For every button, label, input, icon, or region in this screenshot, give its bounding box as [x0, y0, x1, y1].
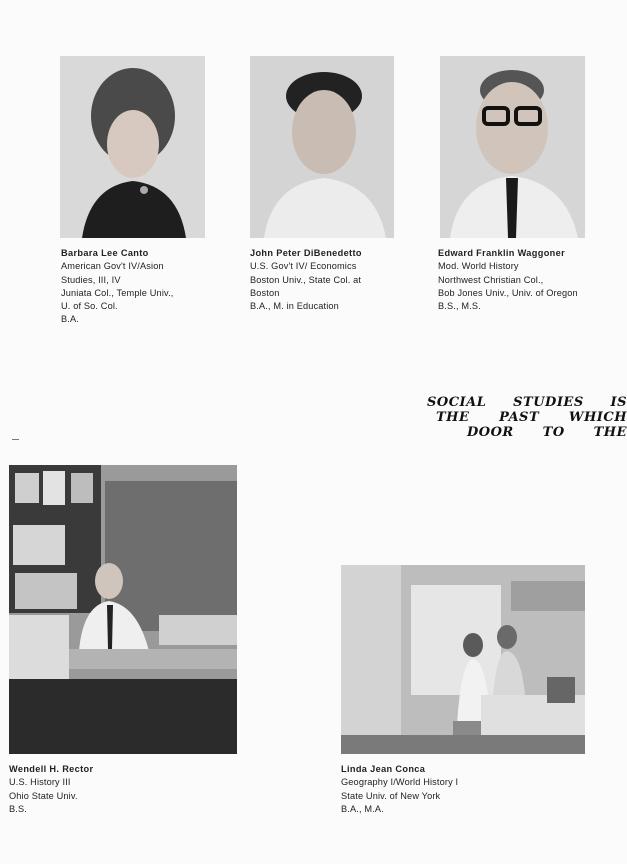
headline-word: THE [593, 425, 627, 440]
caption-linda-conca [341, 763, 458, 816]
portrait-john-dibenedetto [250, 56, 394, 238]
page-mark [12, 439, 19, 440]
faculty-detail: Studies, III, IV [61, 274, 121, 285]
faculty-detail: Northwest Christian Col., [438, 274, 544, 285]
headline-word: SOCIAL [427, 395, 487, 410]
faculty-detail: American Gov't IV/Asion [61, 261, 164, 272]
photo-wendell-rector [9, 465, 237, 754]
faculty-detail: Juniata Col., Temple Univ., [61, 287, 174, 298]
portrait-edward-waggoner [440, 56, 585, 238]
faculty-detail: B.S. [9, 803, 27, 814]
faculty-detail: Boston Univ., State Col. at [250, 274, 362, 285]
faculty-detail: Ohio State Univ. [9, 790, 78, 801]
caption-barbara-canto [61, 247, 173, 327]
faculty-name: Linda Jean Conca [341, 764, 426, 774]
caption-edward-waggoner [438, 247, 578, 313]
portrait-barbara-canto [60, 56, 205, 238]
faculty-detail: U.S. History III [9, 777, 71, 788]
faculty-detail: Geography I/World History I [341, 777, 459, 788]
headline-word: PAST [499, 410, 540, 425]
faculty-name: Barbara Lee Canto [61, 248, 149, 258]
faculty-detail: U. of So. Col. [61, 301, 118, 312]
headline-word: DOOR [467, 425, 514, 440]
photo-linda-conca [341, 565, 585, 754]
caption-wendell-rector [9, 763, 93, 816]
faculty-name: Edward Franklin Waggoner [438, 248, 565, 258]
faculty-detail: State Univ. of New York [341, 790, 441, 801]
headline-word: IS [610, 395, 627, 410]
caption-john-dibenedetto [250, 247, 362, 313]
faculty-detail: Mod. World History [438, 261, 519, 272]
headline-word: WHICH [568, 410, 627, 425]
headline-word: STUDIES [513, 395, 584, 410]
faculty-detail: B.A., M.A. [341, 803, 384, 814]
section-headline [427, 395, 627, 440]
headline-word: THE [436, 410, 470, 425]
faculty-detail: Boston [250, 287, 280, 298]
faculty-name: John Peter DiBenedetto [250, 248, 362, 258]
faculty-detail: Bob Jones Univ., Univ. of Oregon [438, 287, 578, 298]
faculty-name: Wendell H. Rector [9, 764, 94, 774]
faculty-detail: B.A., M. in Education [250, 301, 339, 312]
headline-word: TO [542, 425, 565, 440]
faculty-detail: B.A. [61, 314, 79, 325]
faculty-detail: U.S. Gov't IV/ Economics [250, 261, 357, 272]
faculty-detail: B.S., M.S. [438, 301, 481, 312]
